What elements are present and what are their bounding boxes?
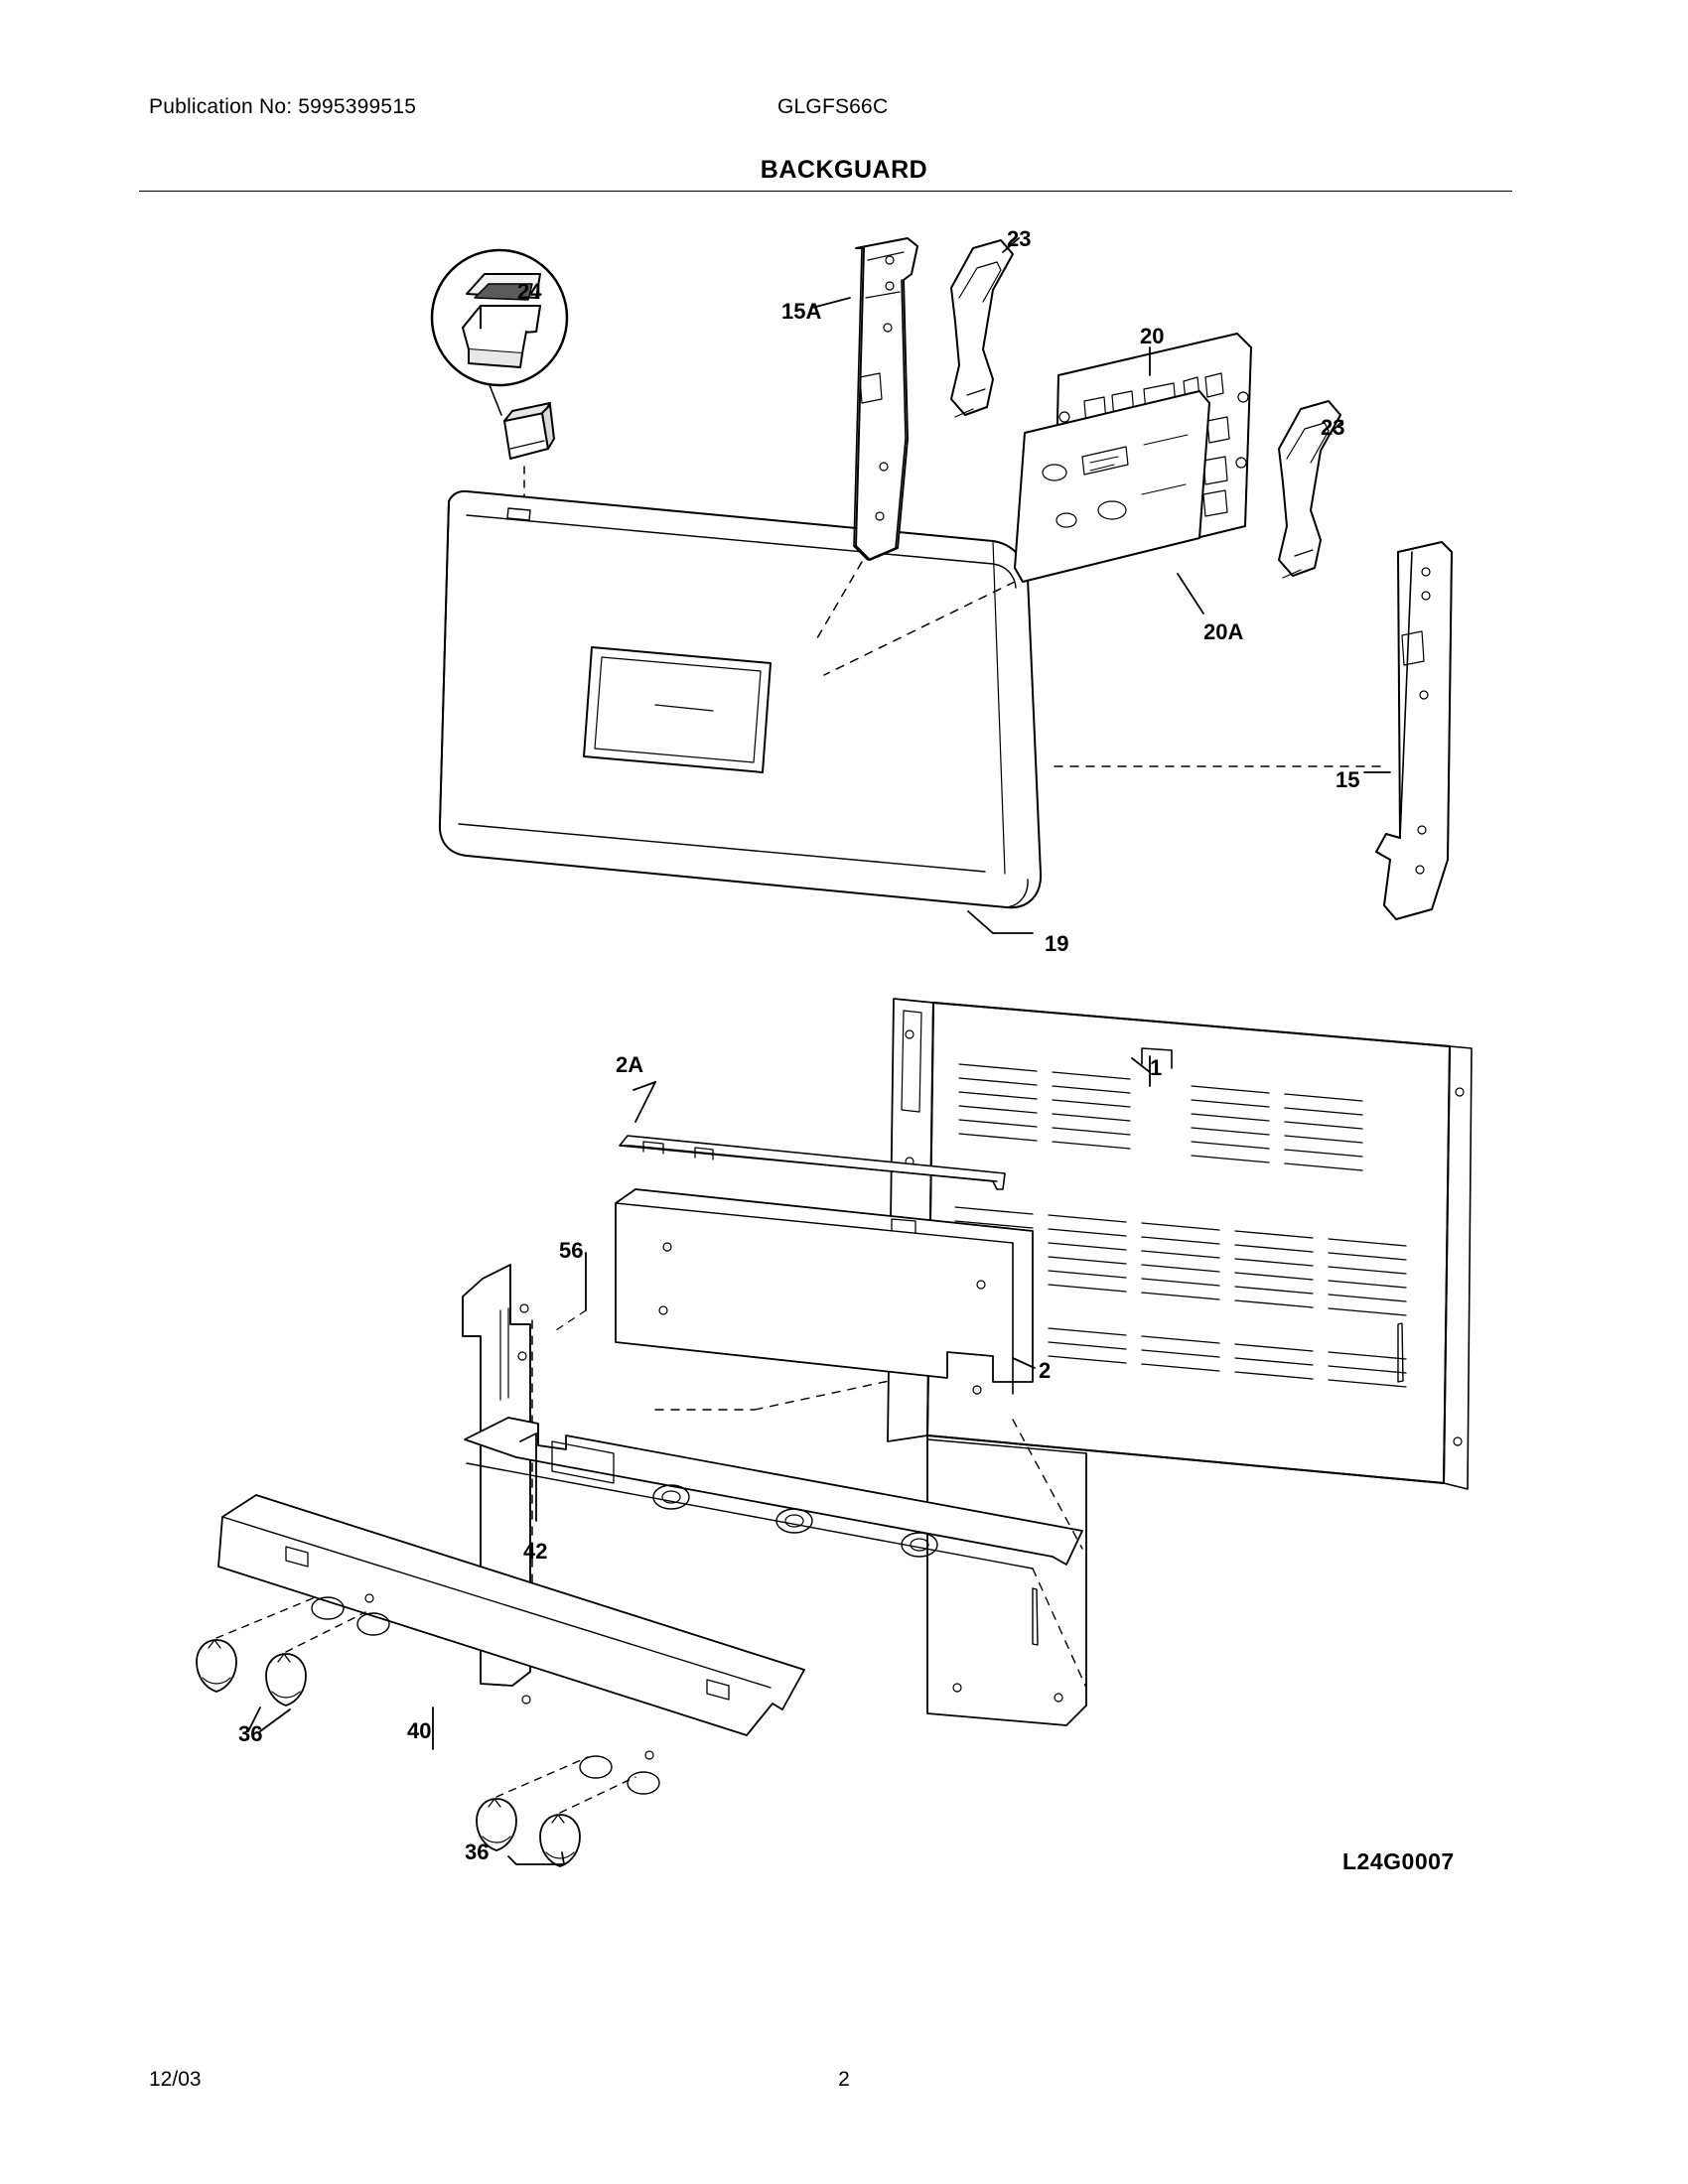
callout-20: 20 <box>1140 324 1165 348</box>
callout-24: 24 <box>517 279 542 304</box>
callout-2: 2 <box>1039 1358 1052 1383</box>
callout-15: 15 <box>1336 767 1360 792</box>
callout-40: 40 <box>407 1718 432 1743</box>
callout-23-top: 23 <box>1007 226 1032 251</box>
callout-56: 56 <box>559 1238 584 1263</box>
callout-15A: 15A <box>781 299 822 324</box>
publication-number: Publication No: 5995399515 <box>149 95 417 118</box>
callout-36-lower: 36 <box>465 1840 490 1864</box>
callout-42: 42 <box>523 1539 548 1564</box>
callout-36-upper: 36 <box>238 1721 263 1746</box>
figure-code: L24G0007 <box>1342 1848 1455 1874</box>
footer-date: 12/03 <box>149 2068 202 2091</box>
page-title: BACKGUARD <box>760 156 928 184</box>
callout-1: 1 <box>1150 1055 1163 1080</box>
callout-2A: 2A <box>616 1052 644 1077</box>
callout-19: 19 <box>1045 931 1069 956</box>
model-number: GLGFS66C <box>777 95 889 118</box>
footer-page-number: 2 <box>838 2068 850 2091</box>
callout-23-right: 23 <box>1321 415 1345 440</box>
callout-20A: 20A <box>1203 619 1244 644</box>
